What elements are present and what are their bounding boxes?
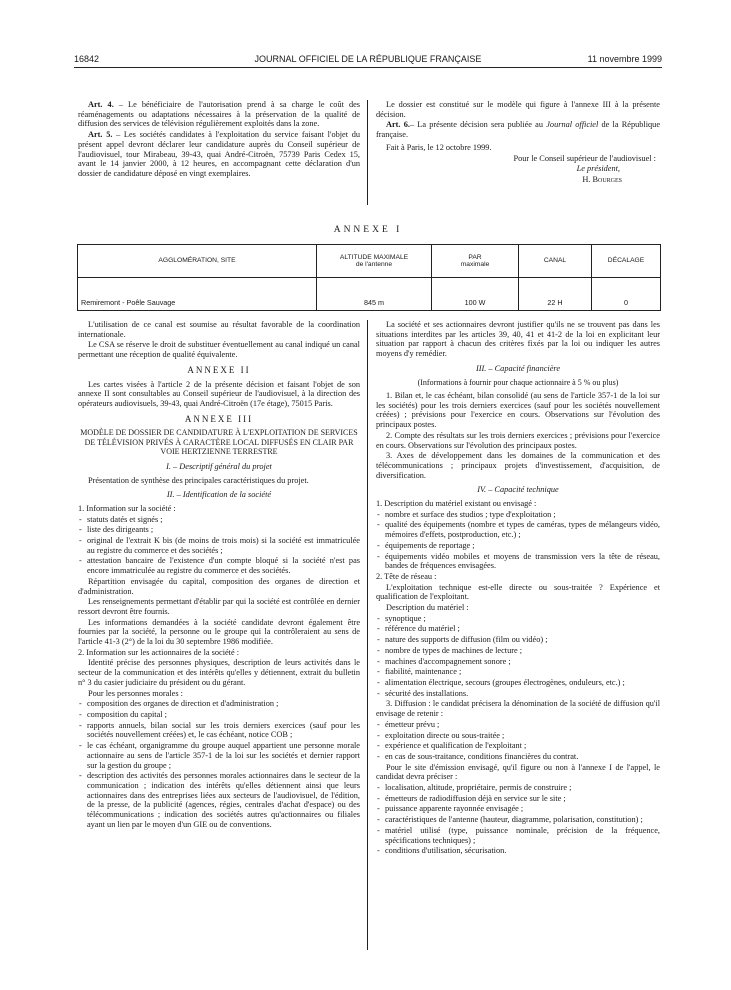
dossier-paragraph: Le dossier est constitué sur le modèle qui figure à l'annexe III à la présente décision. <box>376 100 660 119</box>
paragraph: 3. Axes de développement dans les domaines de la communication et des télécommunications ; principaux projets d'investissement, d'acquisition, de diversification. <box>376 451 660 480</box>
right-column <box>376 320 660 857</box>
header-rule <box>74 67 662 68</box>
list-item: - émetteur prévu ; <box>376 720 660 730</box>
paragraph: Le CSA se réserve le droit de substituer éventuellement au canal indiqué un canal permettant une réception de qualité équivalente. <box>78 340 360 360</box>
list-item: - original de l'extrait K bis (de moins de trois mois) si la société est immatriculée au registre du commerce et des sociétés ; <box>78 536 360 555</box>
list-item: - machines d'accompagnement sonore ; <box>376 657 660 667</box>
issue-date: 11 novembre 1999 <box>587 54 662 64</box>
list-item: - fiabilité, maintenance ; <box>376 667 660 677</box>
cell-site: Remiremont - Poêle Sauvage <box>78 278 317 311</box>
list-item: - statuts datés et signés ; <box>78 515 360 525</box>
list-item: - description des activités des personnes morales actionnaires dans le secteur de la communication ; indication des intérêts qu'elles détiennent ainsi que leurs actionnaires dans des entreprises liées aux secteurs de l'audiovisuel, de l'édition, de la presse, de la publicité (agences, régies, centrales d'achat d'espace) ou des télécommunications ; indication des sociétés autres qu'actionnaires ou filiales ayant un lien par le moyen d'un GIE ou de conventions. <box>78 771 360 829</box>
table-header-row <box>78 245 661 278</box>
section-heading: III. – Capacité financière <box>475 363 561 373</box>
list-item: - composition des organes de direction et d'administration ; <box>78 699 360 709</box>
cell-canal: 22 H <box>519 278 592 311</box>
col-site: AGGLOMÉRATION, SITE <box>78 245 317 278</box>
list-item: - caractéristiques de l'antenne (hauteur, diagramme, polarisation, constitution) ; <box>376 815 660 825</box>
table-row <box>78 278 661 311</box>
caption: (Informations à fournir pour chaque actionnaire à 5 % ou plus) <box>417 377 619 387</box>
paragraph: L'utilisation de ce canal est soumise au résultat favorable de la coordination internationale. <box>78 320 360 339</box>
paragraph: Pour les personnes morales : <box>88 688 183 698</box>
col-par: PAR maximale <box>432 245 519 278</box>
page-number: 16842 <box>74 54 100 64</box>
col-altitude: ALTITUDE MAXIMALE de l'antenne <box>317 245 432 278</box>
cell-par: 100 W <box>432 278 519 311</box>
signatory-line: Pour le Conseil supérieur de l'audiovisuel : <box>513 153 656 163</box>
annex-title: ANNEXE III <box>184 413 254 424</box>
numbered-heading: 1. Description du matériel existant ou envisagé : <box>376 499 537 509</box>
cell-altitude: 845 m <box>317 278 432 311</box>
list-item: - qualité des équipements (nombre et types de caméras, types de mélangeurs vidéo, mémoires d'effets, postproduction, etc.) ; <box>376 520 660 539</box>
paragraph: Les informations demandées à la société candidate devront également être fournies par la société, la personne ou le groupe qui la contrôleraient au sens de l'article 41-3 (2°) de la loi du 30 septembre 1986 modifiée. <box>78 617 360 647</box>
list-item: - rapports annuels, bilan social sur les trois derniers exercices (sauf pour les sociétés nouvellement créées) et, le cas échéant, notice COB ; <box>78 721 360 740</box>
paragraph: La société et ses actionnaires devront justifier qu'ils ne se trouvent pas dans les situations interdites par les articles 39, 40, 41 et 41-2 de la loi en explicitant leur situation par rapport à chacun des critères fixés par la loi ou indiquer les autres moyens d'y remédier. <box>376 320 660 359</box>
paragraph: L'exploitation technique est-elle directe ou sous-traitée ? Expérience et qualification de l'exploitant. <box>376 582 660 602</box>
list-item: - en cas de sous-traitance, conditions financières du contrat. <box>376 752 660 762</box>
numbered-heading: 1. Information sur la société : <box>78 503 176 513</box>
list-item: - synoptique ; <box>376 614 660 624</box>
list-item: - matériel utilisé (type, puissance nominale, précision de la fréquence, spécifications techniques) ; <box>376 826 660 845</box>
numbered-heading: 2. Information sur les actionnaires de la société : <box>78 647 240 657</box>
paragraph: 2. Compte des résultats sur les trois derniers exercices ; prévisions pour l'exercice en cours. Observations sur l'évolution des principaux postes. <box>376 430 660 450</box>
section-heading: II. – Identification de la société <box>166 490 272 500</box>
paragraph: Identité précise des personnes physiques, description de leurs activités dans le secteur de la communication et des intérêts qu'elles y détiennent, extrait du bulletin n° 3 du casier judiciaire du président ou du gérant. <box>78 658 360 687</box>
article-4: Art. 4. – Le bénéficiaire de l'autorisation prend à sa charge le coût des réaménagements ou adaptations nécessaires à la préservation de la qualité de diffusion des services de télévision régulièrement exploités dans la zone. <box>78 100 361 129</box>
cell-decalage: 0 <box>592 278 661 311</box>
paragraph: 1. Bilan et, le cas échéant, bilan consolidé (au sens de l'article 357-1 de la loi sur les sociétés) pour les trois derniers exercices (sauf pour les sociétés nouvellement créées) ; prévisions pour l'exercice en cours. Observations sur l'évolution des principaux postes. <box>376 391 660 430</box>
list-item: - émetteurs de radiodiffusion déjà en service sur le site ; <box>376 794 660 804</box>
list-item: - nature des supports de diffusion (film ou vidéo) ; <box>376 635 660 645</box>
section-heading: I. – Descriptif général du projet <box>166 461 272 471</box>
list-item: - le cas échéant, organigramme du groupe auquel appartient une personne morale actionnaire au sens de l'article 357-1 de la loi sur les sociétés et dernier rapport sur la gestion du groupe ; <box>78 741 360 770</box>
paragraph: Présentation de synthèse des principales caractéristiques du projet. <box>88 475 309 485</box>
paragraph: Répartition envisagée du capital, composition des organes de direction et d'administration. <box>78 576 360 596</box>
article-6: Art. 6.– La présente décision sera publiée au Journal officiel de la République française. <box>376 120 660 140</box>
section-heading: IV. – Capacité technique <box>477 485 559 495</box>
list-item: - localisation, altitude, propriétaire, permis de construire ; <box>376 783 660 793</box>
annex-1-title: ANNEXE I <box>333 225 403 235</box>
top-column-divider <box>367 100 368 205</box>
page-header <box>74 54 662 68</box>
fait-a-paris: Fait à Paris, le 12 octobre 1999. <box>386 142 492 152</box>
top-right-column <box>376 100 660 186</box>
list-item: - nombre et surface des studios ; type d'exploitation ; <box>376 510 660 520</box>
list-item: - expérience et qualification de l'exploitant ; <box>376 741 660 751</box>
list-item: - équipements de reportage ; <box>376 541 660 551</box>
list-item: - équipements vidéo mobiles et moyens de transmission vers la tête de réseau, bandes de fréquences envisagées. <box>376 552 660 571</box>
list-item: - attestation bancaire de l'existence d'un compte bloqué si la société n'est pas encore immatriculée au registre du commerce et des sociétés. <box>78 556 360 575</box>
journal-title: JOURNAL OFFICIEL DE LA RÉPUBLIQUE FRANÇAISE <box>254 54 482 64</box>
list-item: - composition du capital ; <box>78 710 360 720</box>
annex-title: ANNEXE II <box>187 364 251 375</box>
col-canal: CANAL <box>519 245 592 278</box>
numbered-heading: 2. Tête de réseau : <box>376 571 437 581</box>
paragraph: Description du matériel : <box>386 603 469 613</box>
col-decalage: DÉCALAGE <box>592 245 661 278</box>
paragraph: 3. Diffusion : le candidat précisera la dénomination de la société de diffusion qu'il envisage de retenir : <box>376 699 660 719</box>
article-5: Art. 5. – Les sociétés candidates à l'exploitation du service faisant l'objet du présent appel devront déclarer leur candidature auprès du Conseil supérieur de l'audiovisuel, tour Mirabeau, 39-43, quai André-Citroën, 75739 Paris Cedex 15, avant le 14 janvier 2000, à 12 heures, en accompagnant cette déclaration d'un dossier de candidature déposé en vingt exemplaires. <box>78 130 361 178</box>
list-item: - liste des dirigeants ; <box>78 525 360 535</box>
list-item: - nombre de types de machines de lecture ; <box>376 646 660 656</box>
left-column <box>78 320 360 830</box>
list-item: - référence du matériel ; <box>376 624 660 634</box>
list-item: - conditions d'utilisation, sécurisation. <box>376 846 660 856</box>
list-item: - puissance apparente rayonnée envisagée ; <box>376 804 660 814</box>
paragraph: Les cartes visées à l'article 2 de la présente décision et faisant l'objet de son annexe II sont consultables au Conseil supérieur de l'audiovisuel, à la direction des opérateurs audiovisuels, 39-43, quai André-Citroën (17e étage), 75015 Paris. <box>78 379 360 408</box>
caption: MODÈLE DE DOSSIER DE CANDIDATURE À L'EXPLOITATION DE SERVICES DE TÉLÉVISION PRIVÉS À CARACTÈRE LOCAL DIFFUSÉS EN CLAIR PAR VOIE HERTZIENNE TERRESTRE <box>80 428 358 457</box>
top-left-column <box>78 100 360 180</box>
list-item: - exploitation directe ou sous-traitée ; <box>376 731 660 741</box>
annex-1-table <box>77 244 661 311</box>
list-item: - sécurité des installations. <box>376 689 660 699</box>
president-title: Le président, <box>576 164 620 174</box>
paragraph: Les renseignements permettant d'établir par qui la société est contrôlée en dernier ressort devront être fournis. <box>78 597 360 616</box>
list-item: - alimentation électrique, secours (groupes électrogènes, onduleurs, etc.) ; <box>376 678 660 688</box>
paragraph: Pour le site d'émission envisagé, qu'il figure ou non à l'annexe I de l'appel, le candidat devra préciser : <box>376 762 660 782</box>
column-divider <box>367 320 368 950</box>
signature-name: H. Bourges <box>582 174 622 184</box>
